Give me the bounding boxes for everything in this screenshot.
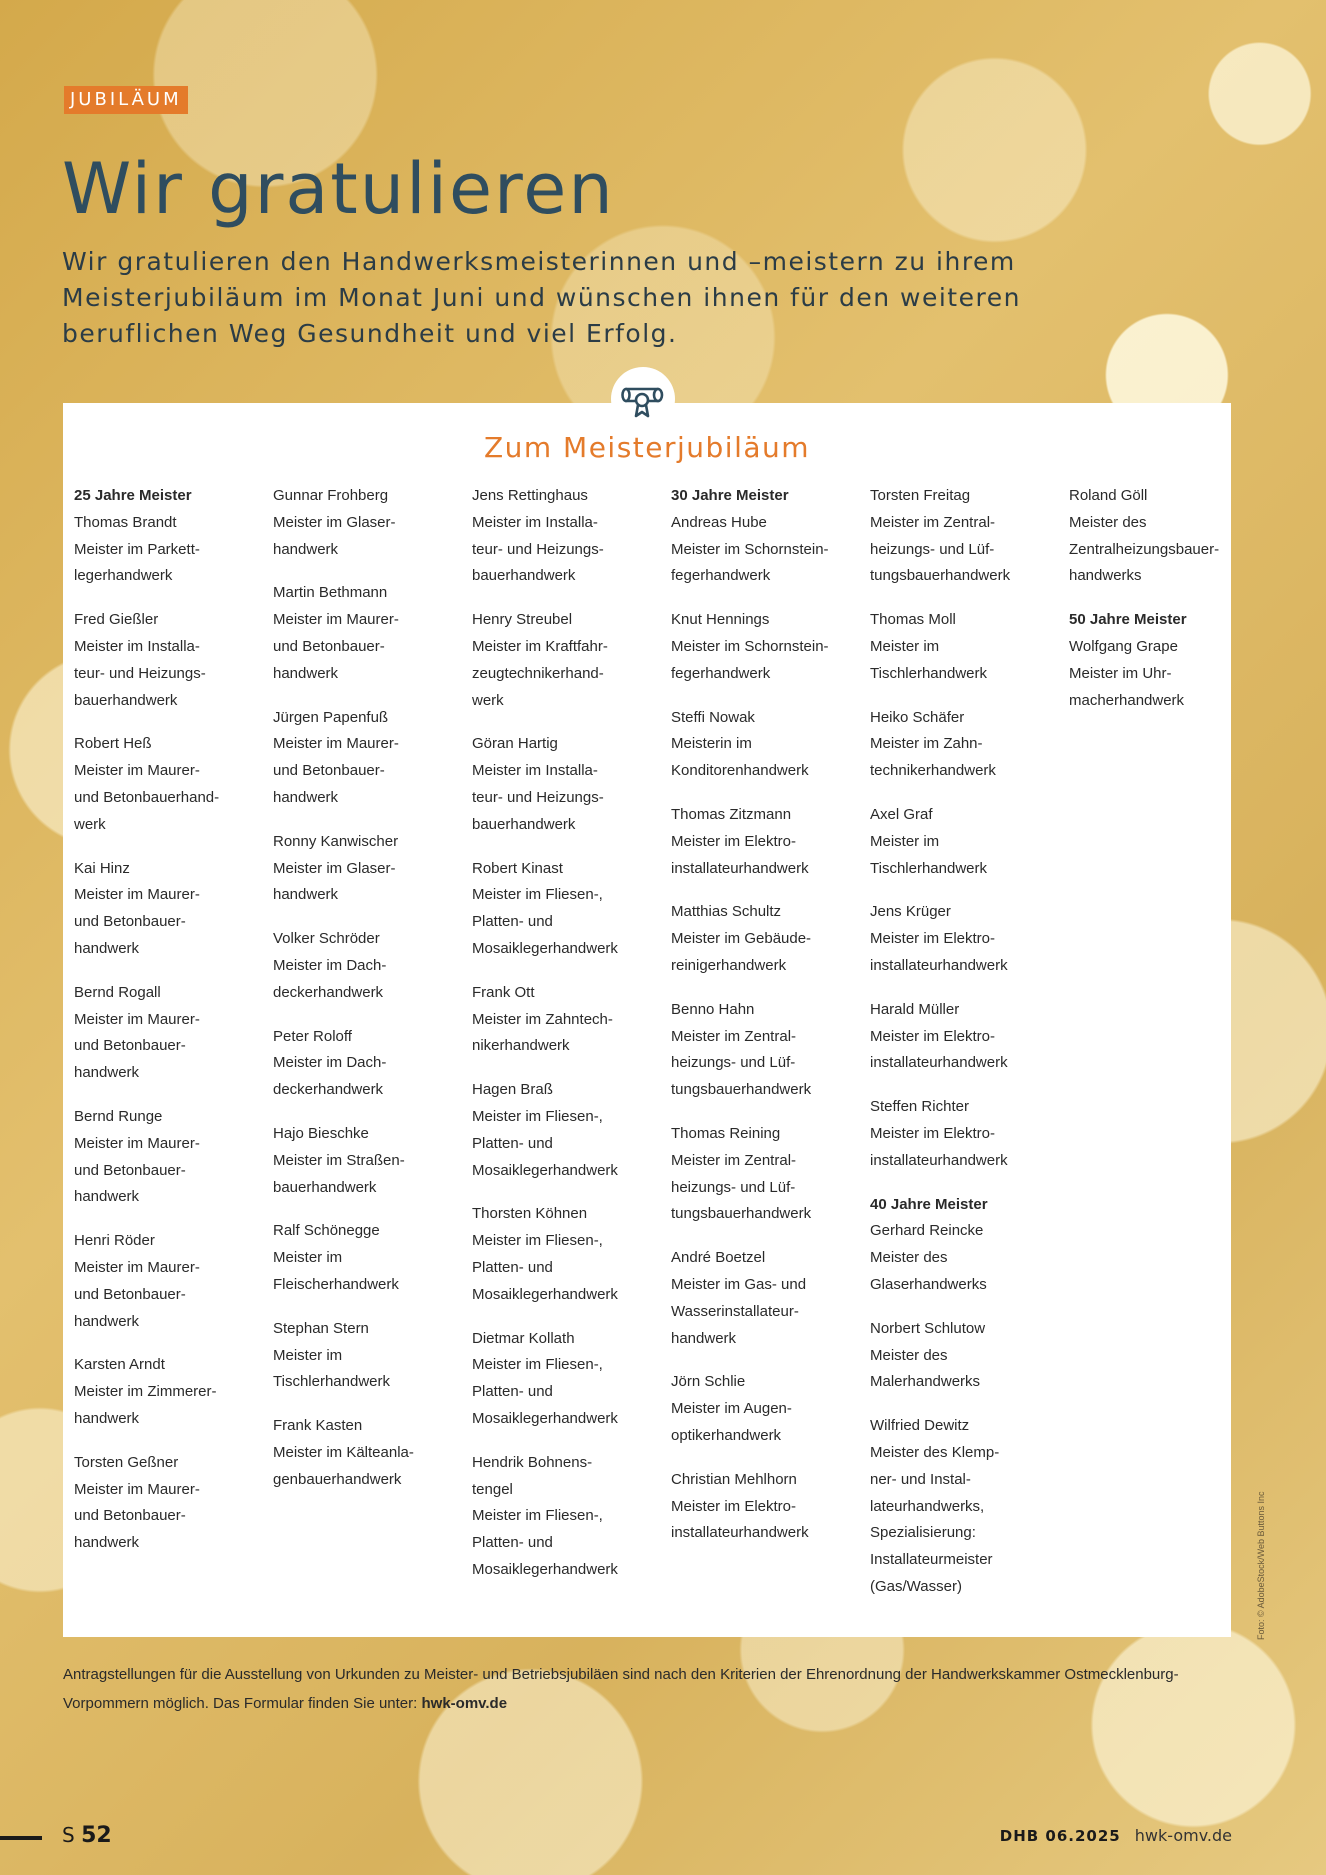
anniversary-panel: [63, 403, 1231, 1637]
footnote: [63, 1660, 1233, 1718]
honoree-title-line: Meister im Kälteanla-: [273, 1443, 414, 1461]
honoree-title-line: Meister des: [1069, 513, 1147, 531]
honoree-title-line: bauerhandwerk: [74, 691, 178, 709]
honoree-title-line: Tischlerhandwerk: [273, 1373, 390, 1391]
honoree-title-line: Meister im Maurer-: [273, 735, 399, 753]
honoree-title-line: handwerk: [671, 1329, 737, 1347]
honoree-entry: [870, 1316, 1069, 1396]
honoree-title-line: Mosaiklegerhandwerk: [472, 1161, 618, 1179]
honoree-title-line: Meister im Gebäude-: [671, 930, 812, 948]
honoree-title-line: Meister im Gas- und: [671, 1275, 807, 1293]
honoree-name: Fred Gießler: [74, 611, 159, 629]
honoree-title-line: deckerhandwerk: [273, 983, 384, 1001]
honoree-title-line: Wasserinstallateur-: [671, 1302, 799, 1320]
honoree-title-line: Meister im Maurer-: [273, 611, 399, 629]
honoree-entry: [870, 899, 1069, 979]
honoree-title-line: genbauerhandwerk: [273, 1470, 402, 1488]
honoree-column: [472, 483, 671, 1618]
honoree-title-line: Malerhandwerks: [870, 1373, 981, 1391]
honoree-entry: [74, 1450, 273, 1557]
honoree-entry: [273, 483, 472, 563]
diploma-scroll-icon: [620, 376, 666, 422]
honoree-title-line: heizungs- und Lüf-: [870, 540, 995, 558]
page-number: [62, 1823, 112, 1848]
honoree-title-line: handwerk: [74, 1312, 140, 1330]
honoree-title-line: Meister im Maurer-: [74, 886, 200, 904]
honoree-title-line: und Betonbauer-: [74, 1285, 186, 1303]
honoree-entry: [273, 1316, 472, 1396]
honoree-entry: [472, 483, 671, 590]
honoree-entry: [273, 1024, 472, 1104]
honoree-title-line: Meister im Elektro-: [671, 832, 797, 850]
honoree-name: Andreas Hube: [671, 513, 767, 531]
anniversary-heading-text: 40 Jahre Meister: [870, 1195, 988, 1213]
honoree-name: Karsten Arndt: [74, 1356, 165, 1374]
honoree-entry: [273, 1218, 472, 1298]
honoree-entry: [870, 705, 1069, 785]
honoree-entry: [74, 1104, 273, 1211]
page-title: Wir gratulieren: [62, 148, 615, 230]
honoree-name: Benno Hahn: [671, 1000, 755, 1018]
honoree-title-line: lateurhandwerks,: [870, 1497, 985, 1515]
section-tag: JUBILÄUM: [64, 86, 188, 114]
honoree-title-line: teur- und Heizungs-: [472, 540, 604, 558]
honoree-title-line: Meister im Schornstein-: [671, 540, 829, 558]
honoree-entry: [273, 580, 472, 687]
honoree-title-line: bauerhandwerk: [472, 567, 576, 585]
honoree-title-line: Tischlerhandwerk: [870, 859, 987, 877]
photo-credit: Foto: © AdobeStock/Web Buttons Inc: [1256, 1491, 1266, 1640]
honoree-entry: [74, 1228, 273, 1335]
honoree-title-line: handwerk: [273, 788, 339, 806]
honoree-title-line: und Betonbauer-: [74, 1037, 186, 1055]
honoree-title-line: Glaserhandwerks: [870, 1275, 987, 1293]
honoree-name: André Boetzel: [671, 1249, 766, 1267]
honoree-entry: [273, 829, 472, 909]
honoree-title-line: Platten- und: [472, 1258, 553, 1276]
honoree-title-line: Meister des: [870, 1249, 948, 1267]
honoree-entry: [472, 731, 671, 838]
footnote-link[interactable]: hwk-omv.de: [421, 1695, 508, 1712]
honoree-column: [1069, 483, 1268, 1618]
page-number-value: 52: [81, 1823, 112, 1848]
honoree-title-line: deckerhandwerk: [273, 1081, 384, 1099]
honoree-name: Ronny Kanwischer: [273, 832, 399, 850]
honoree-name: Henri Röder: [74, 1232, 155, 1250]
honoree-name: Thorsten Köhnen: [472, 1205, 588, 1223]
honoree-name: Frank Kasten: [273, 1417, 363, 1435]
honoree-entry: [671, 1121, 870, 1228]
honoree-title-line: Meister im Glaser-: [273, 859, 396, 877]
footer-rule: [0, 1836, 42, 1840]
honoree-entry: [74, 607, 273, 714]
honoree-entry: [671, 705, 870, 785]
honoree-name: Hendrik Bohnens-: [472, 1453, 593, 1471]
honoree-entry: [870, 607, 1069, 687]
honoree-entry: [671, 607, 870, 687]
honoree-entry: [472, 1077, 671, 1184]
honoree-title-line: und Betonbauer-: [273, 637, 385, 655]
honoree-name: Henry Streubel: [472, 611, 573, 629]
honoree-name: Wolfgang Grape: [1069, 637, 1178, 655]
honoree-entry: [273, 1413, 472, 1493]
honoree-title-line: Meister im: [870, 637, 940, 655]
honoree-name: Axel Graf: [870, 805, 933, 823]
honoree-column: [671, 483, 870, 1618]
issue-label: DHB 06.2025: [999, 1827, 1121, 1845]
honoree-title-line: und Betonbauer-: [74, 1507, 186, 1525]
honoree-title-line: Meister im Fliesen-,: [472, 1232, 603, 1250]
honoree-title-line: handwerk: [74, 1188, 140, 1206]
honoree-title-line: Meister im Zahntech-: [472, 1010, 613, 1028]
honoree-entry: [74, 510, 273, 590]
anniversary-heading: [870, 1192, 1069, 1219]
honoree-name: Gunnar Frohberg: [273, 487, 389, 504]
honoree-title-line: macherhandwerk: [1069, 691, 1185, 709]
honoree-name: Volker Schröder: [273, 930, 380, 948]
honoree-title-line: Spezialisierung:: [870, 1524, 976, 1542]
honoree-name: Torsten Geßner: [74, 1453, 179, 1471]
honoree-title-line: Meister im Elektro-: [870, 1124, 996, 1142]
honoree-title-line: Meister im: [273, 1346, 343, 1364]
honoree-title-line: Mosaiklegerhandwerk: [472, 1560, 618, 1578]
honoree-title-line: Meister im Elektro-: [671, 1497, 797, 1515]
honoree-name: Bernd Rogall: [74, 983, 161, 1001]
honoree-name: Christian Mehlhorn: [671, 1470, 797, 1488]
honoree-title-line: Meister im Fliesen-,: [472, 886, 603, 904]
honoree-title-line: bauerhandwerk: [273, 1178, 377, 1196]
honoree-name: Frank Ott: [472, 983, 535, 1001]
honoree-title-line: legerhandwerk: [74, 567, 173, 585]
honoree-title-line: handwerks: [1069, 567, 1142, 585]
honoree-name: Jörn Schlie: [671, 1373, 746, 1391]
honoree-name: Jens Krüger: [870, 903, 951, 921]
honoree-title-line: Meister im Installa-: [472, 762, 598, 780]
honoree-title-line: installateurhandwerk: [870, 1054, 1008, 1072]
honoree-entry: [671, 1369, 870, 1449]
honoree-entry: [472, 1450, 671, 1584]
honoree-title-line: Meister des: [870, 1346, 948, 1364]
honoree-name: Robert Kinast: [472, 859, 563, 877]
honoree-entry: [870, 802, 1069, 882]
honoree-title-line: Fleischerhandwerk: [273, 1275, 399, 1293]
honoree-name: Heiko Schäfer: [870, 708, 965, 726]
diploma-badge: [611, 367, 675, 431]
honoree-entry: [671, 510, 870, 590]
honoree-title-line: zeugtechnikerhand-: [472, 664, 604, 682]
page-prefix: S: [62, 1823, 75, 1847]
honoree-name: Martin Bethmann: [273, 584, 388, 602]
honoree-title-line: Meister im Maurer-: [74, 1134, 200, 1152]
honoree-title-line: Meister im Schornstein-: [671, 637, 829, 655]
honoree-title-line: Meister im Uhr-: [1069, 664, 1172, 682]
anniversary-heading: [671, 483, 870, 510]
honoree-entry: [870, 1094, 1069, 1174]
honoree-name: Jens Rettinghaus: [472, 487, 588, 504]
honoree-title-line: Platten- und: [472, 1383, 553, 1401]
honoree-title-line: teur- und Heizungs-: [74, 664, 206, 682]
honoree-title-line: Meister im Fliesen-,: [472, 1356, 603, 1374]
panel-subtitle: Zum Meisterjubiläum: [483, 431, 811, 464]
honoree-title-line: Zentralheizungsbauer-: [1069, 540, 1220, 558]
honoree-name: Wilfried Dewitz: [870, 1417, 970, 1435]
honoree-name: Thomas Reining: [671, 1124, 781, 1142]
honoree-title-line: Meister des Klemp-: [870, 1443, 1000, 1461]
honoree-title-line: werk: [74, 815, 106, 833]
honoree-title-line: und Betonbauerhand-: [74, 788, 220, 806]
honoree-name: Dietmar Kollath: [472, 1329, 575, 1347]
honoree-title-line: Meister im Straßen-: [273, 1151, 405, 1169]
honoree-title-line: Meister im Kraftfahr-: [472, 637, 608, 655]
honoree-name: Steffen Richter: [870, 1098, 969, 1116]
honoree-entry: [870, 1413, 1069, 1601]
honoree-title-line: fegerhandwerk: [671, 664, 771, 682]
honoree-columns: [74, 483, 1224, 1618]
honoree-column: [74, 483, 273, 1618]
honoree-title-line: handwerk: [273, 664, 339, 682]
honoree-title-line: optikerhandwerk: [671, 1426, 782, 1444]
honoree-title-line: Meister im Dach-: [273, 956, 387, 974]
honoree-column: [870, 483, 1069, 1618]
honoree-title-line: Meister im Zentral-: [671, 1027, 797, 1045]
honoree-name: Jürgen Papenfuß: [273, 708, 389, 726]
honoree-name: Norbert Schlutow: [870, 1319, 986, 1337]
honoree-title-line: Platten- und: [472, 913, 553, 931]
honoree-entry: [671, 899, 870, 979]
honoree-title-line: werk: [472, 691, 504, 709]
honoree-name: Knut Hennings: [671, 611, 770, 629]
footer-right: [1000, 1826, 1232, 1845]
honoree-name: Bernd Runge: [74, 1107, 163, 1125]
honoree-title-line: Meister im Zentral-: [671, 1151, 797, 1169]
honoree-entry: [472, 1201, 671, 1308]
honoree-name: Göran Hartig: [472, 735, 558, 753]
honoree-title-line: und Betonbauer-: [74, 1161, 186, 1179]
honoree-title-line: bauerhandwerk: [472, 815, 576, 833]
honoree-title-line: teur- und Heizungs-: [472, 788, 604, 806]
honoree-entry: [74, 980, 273, 1087]
honoree-title-line: Meister im Fliesen-,: [472, 1107, 603, 1125]
honoree-title-line: reinigerhandwerk: [671, 956, 787, 974]
honoree-title-line: Meister im Zahn-: [870, 735, 983, 753]
honoree-title-line: fegerhandwerk: [671, 567, 771, 585]
honoree-entry: [472, 980, 671, 1060]
honoree-entry: [870, 1218, 1069, 1298]
honoree-entry: [671, 802, 870, 882]
honoree-title-line: installateurhandwerk: [671, 1524, 809, 1542]
honoree-title-line: handwerk: [74, 939, 140, 957]
honoree-name: Torsten Freitag: [870, 487, 971, 504]
honoree-entry: [273, 926, 472, 1006]
honoree-title-line: heizungs- und Lüf-: [671, 1178, 796, 1196]
honoree-title-line: Meister im Maurer-: [74, 1258, 200, 1276]
honoree-title-line: Meister im Glaser-: [273, 513, 396, 531]
honoree-name: Ralf Schönegge: [273, 1222, 380, 1240]
honoree-title-line: Tischlerhandwerk: [870, 664, 987, 682]
honoree-name: Roland Göll: [1069, 487, 1148, 504]
honoree-title-line: installateurhandwerk: [671, 859, 809, 877]
honoree-title-line: Meister im Zentral-: [870, 513, 996, 531]
honoree-title-line: handwerk: [74, 1534, 140, 1552]
honoree-title-line: handwerk: [273, 540, 339, 558]
honoree-title-line: Meisterin im: [671, 735, 752, 753]
honoree-title-line: Mosaiklegerhandwerk: [472, 939, 618, 957]
honoree-name: Steffi Nowak: [671, 708, 755, 726]
honoree-title-line: Mosaiklegerhandwerk: [472, 1285, 618, 1303]
honoree-title-line: ner- und Instal-: [870, 1470, 971, 1488]
honoree-entry: [1069, 634, 1268, 714]
honoree-entry: [870, 997, 1069, 1077]
honoree-name: Thomas Moll: [870, 611, 956, 629]
honoree-name: Gerhard Reincke: [870, 1222, 984, 1240]
honoree-title-line: Meister im Installa-: [74, 637, 200, 655]
honoree-title-line: tengel: [472, 1480, 513, 1498]
honoree-title-line: handwerk: [74, 1409, 140, 1427]
honoree-entry: [273, 705, 472, 812]
honoree-title-line: tungsbauerhandwerk: [671, 1205, 812, 1223]
honoree-title-line: Meister im: [870, 832, 940, 850]
honoree-entry: [671, 997, 870, 1104]
honoree-name: Harald Müller: [870, 1000, 960, 1018]
honoree-title-line: Installateurmeister: [870, 1551, 993, 1569]
honoree-name: Hajo Bieschke: [273, 1124, 369, 1142]
honoree-title-line: installateurhandwerk: [870, 956, 1008, 974]
honoree-title-line: Meister im Elektro-: [870, 930, 996, 948]
anniversary-heading: [1069, 607, 1268, 634]
honoree-name: Hagen Braß: [472, 1081, 553, 1099]
honoree-column: [273, 483, 472, 1618]
footnote-text: Antragstellungen für die Ausstellung von Urkunden zu Meister- und Betriebsjubiläen sind nach den Kriterien der Ehrenordnung der Handwerkskammer Ostmecklenburg-Vorpommern möglich. Das Formular finden Sie unter:: [63, 1666, 1179, 1712]
honoree-title-line: handwerk: [74, 1064, 140, 1082]
honoree-title-line: und Betonbauer-: [74, 913, 186, 931]
honoree-name: Robert Heß: [74, 735, 152, 753]
honoree-entry: [74, 731, 273, 838]
honoree-title-line: Meister im Elektro-: [870, 1027, 996, 1045]
honoree-title-line: Platten- und: [472, 1134, 553, 1152]
honoree-title-line: Meister im Parkett-: [74, 540, 200, 558]
honoree-name: Stephan Stern: [273, 1319, 369, 1337]
honoree-title-line: heizungs- und Lüf-: [671, 1054, 796, 1072]
intro-text: Wir gratulieren den Handwerksmeisterinnen und –meistern zu ihrem Meisterjubiläum im Monat Juni und wünschen ihnen für den weiteren beruflichen Weg Gesundheit und viel Erfolg.: [62, 247, 1021, 348]
honoree-entry: [671, 1467, 870, 1547]
honoree-entry: [870, 483, 1069, 590]
honoree-title-line: Meister im: [273, 1249, 343, 1267]
anniversary-heading-text: 30 Jahre Meister: [671, 487, 789, 504]
honoree-title-line: technikerhandwerk: [870, 762, 996, 780]
honoree-title-line: Mosaiklegerhandwerk: [472, 1409, 618, 1427]
honoree-title-line: Meister im Installa-: [472, 513, 598, 531]
honoree-entry: [671, 1245, 870, 1352]
honoree-title-line: Meister im Maurer-: [74, 1010, 200, 1028]
honoree-name: Thomas Zitzmann: [671, 805, 792, 823]
honoree-entry: [472, 856, 671, 963]
anniversary-heading: [74, 483, 273, 510]
honoree-title-line: Meister im Fliesen-,: [472, 1507, 603, 1525]
honoree-title-line: Meister im Dach-: [273, 1054, 387, 1072]
honoree-name: Thomas Brandt: [74, 513, 177, 531]
anniversary-heading-text: 25 Jahre Meister: [74, 487, 192, 504]
honoree-title-line: tungsbauerhandwerk: [671, 1081, 812, 1099]
honoree-title-line: Platten- und: [472, 1534, 553, 1552]
honoree-title-line: und Betonbauer-: [273, 762, 385, 780]
honoree-entry: [472, 1326, 671, 1433]
anniversary-heading-text: 50 Jahre Meister: [1069, 611, 1187, 629]
honoree-entry: [1069, 483, 1268, 590]
honoree-title-line: Meister im Maurer-: [74, 762, 200, 780]
honoree-name: Kai Hinz: [74, 859, 130, 877]
honoree-title-line: (Gas/Wasser): [870, 1577, 962, 1595]
honoree-title-line: nikerhandwerk: [472, 1037, 570, 1055]
honoree-name: Peter Roloff: [273, 1027, 352, 1045]
honoree-entry: [74, 1352, 273, 1432]
honoree-title-line: Meister im Augen-: [671, 1400, 792, 1418]
honoree-title-line: Meister im Zimmerer-: [74, 1383, 217, 1401]
footer-website[interactable]: hwk-omv.de: [1134, 1826, 1232, 1845]
honoree-title-line: installateurhandwerk: [870, 1151, 1008, 1169]
honoree-title-line: tungsbauerhandwerk: [870, 567, 1011, 585]
honoree-entry: [74, 856, 273, 963]
honoree-entry: [472, 607, 671, 714]
honoree-title-line: Meister im Maurer-: [74, 1480, 200, 1498]
honoree-name: Matthias Schultz: [671, 903, 782, 921]
honoree-entry: [273, 1121, 472, 1201]
honoree-title-line: handwerk: [273, 886, 339, 904]
honoree-title-line: Konditorenhandwerk: [671, 762, 809, 780]
